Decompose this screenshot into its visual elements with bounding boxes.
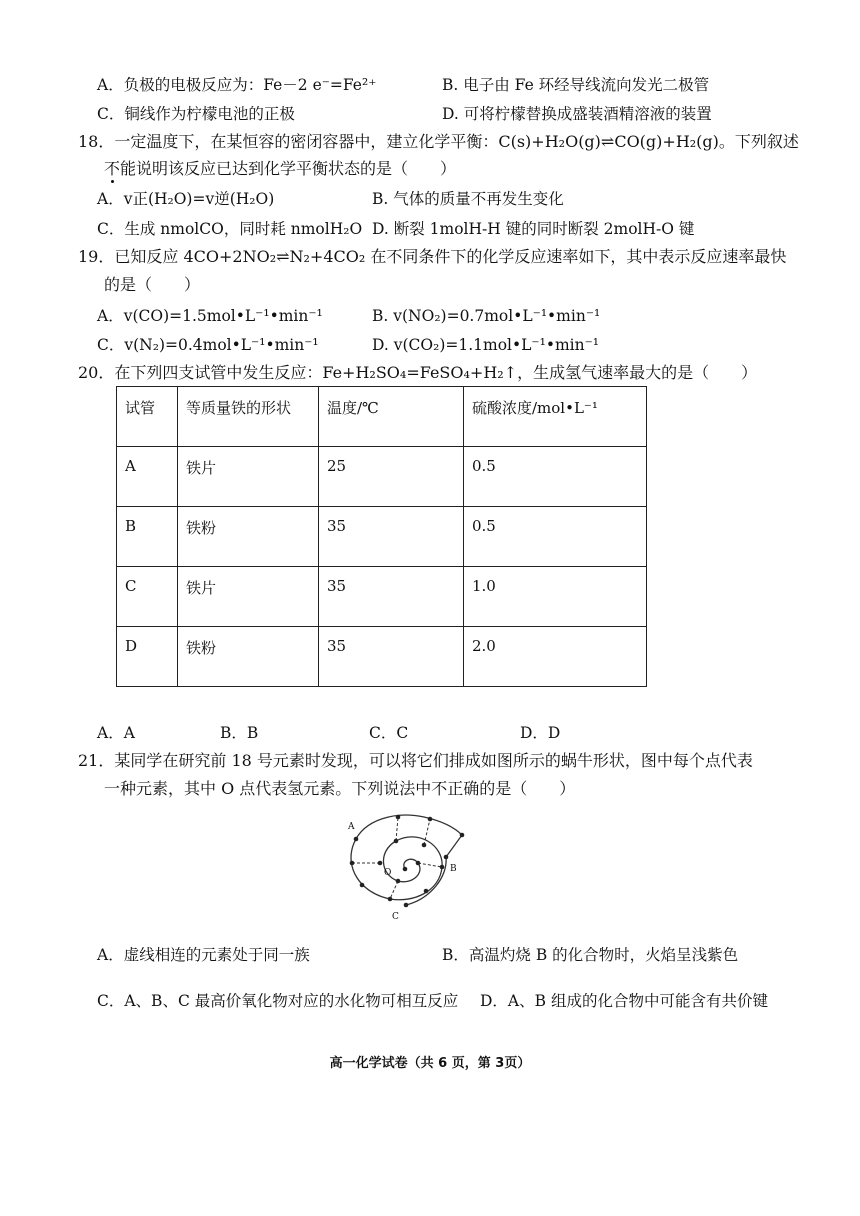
q20-option-d: D．D: [520, 724, 561, 742]
q19-stem-line1: 19．已知反应 4CO+2NO₂⇌N₂+4CO₂ 在不同条件下的化学反应速率如下，其中表示反应速率最快: [78, 247, 787, 266]
q20-stem: 20．在下列四支试管中发生反应：Fe+H₂SO₄=FeSO₄+H₂↑，生成氢气速率最大的是（ ）: [78, 363, 758, 382]
table-header-cell: 温度/℃: [319, 387, 464, 447]
q20-option-c: C．C: [369, 724, 409, 742]
element-dot: [360, 883, 365, 888]
table-cell: 35: [319, 507, 464, 567]
q19-option-c: C．v(N₂)=0.4mol•L⁻¹•min⁻¹: [97, 336, 319, 354]
q18-emphasis-mark: 不: [104, 159, 121, 178]
table-row: [117, 447, 647, 507]
table-row: [117, 567, 647, 627]
element-dot: [440, 865, 445, 870]
table-header-cell: 硫酸浓度/mol•L⁻¹: [464, 387, 647, 447]
element-dot: [388, 897, 393, 902]
element-dot: [350, 861, 355, 866]
table-cell: 铁粉: [178, 507, 319, 567]
q18-option-d: D. 断裂 1molH-H 键的同时断裂 2molH-O 键: [372, 220, 695, 238]
q18-stem-line2: [104, 158, 456, 180]
dashed-link: [418, 863, 442, 867]
table-cell: A: [117, 447, 178, 507]
q21-stem-line1: 21．某同学在研究前 18 号元素时发现，可以将它们排成如图所示的蜗牛形状，图中每个点代表: [78, 751, 753, 770]
figure-label-a: A: [348, 822, 355, 832]
figure-label-c: C: [392, 912, 399, 922]
q17-option-b: B. 电子由 Fe 环经导线流向发光二极管: [442, 76, 710, 94]
table-cell: 2.0: [464, 627, 647, 687]
element-dot: [404, 903, 409, 908]
element-dot: [422, 843, 427, 848]
page-footer: 高一化学试卷（共 6 页，第 3页）: [329, 1056, 531, 1071]
q17-option-d: D. 可将柠檬替换成盛装酒精溶液的装置: [442, 105, 712, 123]
table-cell: 25: [319, 447, 464, 507]
q19-stem-line2: 的是（ ）: [104, 275, 201, 294]
q21-option-b: B．高温灼烧 B 的化合物时，火焰呈浅紫色: [442, 946, 739, 964]
q18-stem-rest: 能说明该反应已达到化学平衡状态的是（ ）: [120, 159, 457, 178]
q21-stem-line2: 一种元素，其中 O 点代表氢元素。下列说法中不正确的是（ ）: [104, 779, 576, 798]
table-cell: 铁粉: [178, 627, 319, 687]
q19-option-b: B. v(NO₂)=0.7mol•L⁻¹•min⁻¹: [372, 307, 601, 325]
table-cell: 1.0: [464, 567, 647, 627]
table-cell: D: [117, 627, 178, 687]
q18-stem-line1: 18．一定温度下，在某恒容的密闭容器中，建立化学平衡：C(s)+H₂O(g)⇌CO(g)+H₂(g)。下列叙述: [78, 132, 799, 151]
table-cell: 铁片: [178, 447, 319, 507]
element-dot: [424, 889, 429, 894]
q18-option-a: A．v正(H₂O)=v逆(H₂O): [97, 190, 275, 208]
q18-option-b: B. 气体的质量不再发生变化: [372, 190, 564, 208]
table-cell: 铁片: [178, 567, 319, 627]
q21-option-c: C．A、B、C 最高价氧化物对应的水化物可相互反应: [97, 992, 459, 1010]
element-dot: [444, 855, 449, 860]
table-header-cell: 试管: [117, 387, 178, 447]
element-dot: [354, 837, 359, 842]
table-row: [117, 507, 647, 567]
dashed-link: [390, 881, 398, 899]
q19-option-a: A．v(CO)=1.5mol•L⁻¹•min⁻¹: [97, 307, 323, 325]
q20-table: [116, 386, 647, 687]
element-dot: [403, 867, 408, 872]
element-dot: [396, 879, 401, 884]
q20-option-a: A．A: [97, 724, 135, 742]
element-dot: [428, 817, 433, 822]
element-dot: [396, 815, 401, 820]
table-cell: 35: [319, 567, 464, 627]
element-dot: [460, 833, 465, 838]
q20-option-b: B．B: [220, 724, 259, 742]
table-header-row: [117, 387, 647, 447]
table-cell: 0.5: [464, 507, 647, 567]
q19-option-d: D. v(CO₂)=1.1mol•L⁻¹•min⁻¹: [372, 336, 599, 354]
q17-option-c: C．铜线作为柠檬电池的正极: [97, 105, 295, 123]
spiral-curve: [351, 815, 462, 905]
q18-option-c: C．生成 nmolCO，同时耗 nmolH₂O: [97, 220, 363, 238]
table-row: [117, 627, 647, 687]
element-dot: [394, 839, 399, 844]
table-cell: 0.5: [464, 447, 647, 507]
snail-element-figure: [330, 805, 480, 923]
q21-option-d: D．A、B 组成的化合物中可能含有共价键: [480, 992, 768, 1010]
q21-option-a: A．虚线相连的元素处于同一族: [97, 946, 310, 964]
table-cell: B: [117, 507, 178, 567]
dashed-link: [396, 817, 398, 841]
table-cell: C: [117, 567, 178, 627]
figure-label-o: O: [384, 868, 392, 878]
figure-label-b: B: [450, 864, 457, 874]
element-dot: [378, 861, 383, 866]
element-dot: [416, 861, 421, 866]
q17-option-a: A．负极的电极反应为：Fe－2 e⁻=Fe²⁺: [97, 76, 377, 94]
table-cell: 35: [319, 627, 464, 687]
table-header-cell: 等质量铁的形状: [178, 387, 319, 447]
